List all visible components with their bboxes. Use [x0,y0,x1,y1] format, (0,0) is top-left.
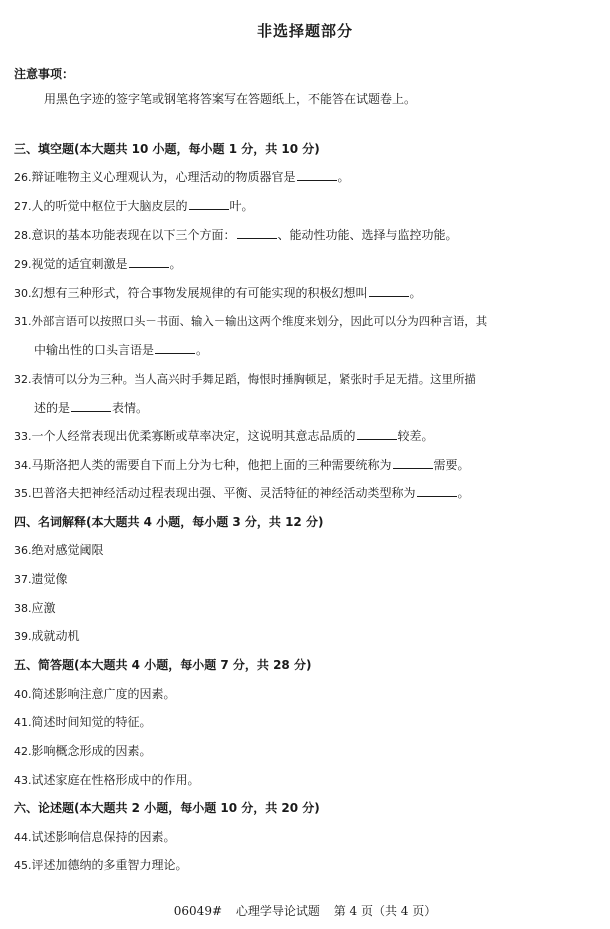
question-number: 32. [14,373,32,386]
question-text: 外部言语可以按照口头－书面、输入－输出这两个维度来划分，因此可以分为四种言语，其 [31,314,488,328]
question-35 [14,485,470,502]
question-28 [14,227,458,244]
question-text: 辩证唯物主义心理观认为，心理活动的物质器官是 [31,170,296,184]
question-31-continued [34,342,208,358]
answer-blank [129,256,169,268]
question-number: 40. [14,688,32,701]
question-30 [14,285,422,302]
question-40 [14,686,176,703]
page-title: 非选择题部分 [256,22,353,40]
question-text: 一个人经常表现出优柔寡断或草率决定，这说明其意志品质的 [31,429,356,443]
question-text-end: 较差。 [397,429,434,443]
answer-blank [71,400,111,412]
question-39 [14,628,80,645]
question-29 [14,256,182,273]
question-number: 28. [14,229,32,242]
question-text: 试述影响信息保持的因素。 [31,830,176,844]
question-36 [14,542,104,559]
question-text: 简述时间知觉的特征。 [31,715,152,729]
question-text: 成就动机 [31,629,80,643]
question-text: 影响概念形成的因素。 [31,744,152,758]
question-41 [14,714,152,731]
question-33 [14,428,434,445]
question-text-end: 。 [409,286,422,300]
question-44 [14,829,176,846]
page-footer [0,902,610,919]
answer-blank [189,198,229,210]
question-26 [14,169,350,186]
question-text: 评述加德纳的多重智力理论。 [31,858,188,872]
question-42 [14,743,152,760]
answer-blank [393,457,433,469]
section-heading-terms: 四、名词解释(本大题共 4 小题，每小题 3 分，共 12 分) [14,515,324,529]
answer-blank [369,285,409,297]
question-27 [14,198,254,215]
question-text-cont: 中输出性的口头言语是 [34,343,155,357]
notice-text: 用黑色字迹的签字笔或钢笔将答案写在答题纸上，不能答在试题卷上。 [44,92,417,106]
question-text-end: 叶。 [229,199,254,213]
question-number: 30. [14,287,32,300]
question-31 [14,313,487,330]
question-text: 试述家庭在性格形成中的作用。 [31,773,200,787]
question-text: 简述影响注意广度的因素。 [31,687,176,701]
question-text: 马斯洛把人类的需要自下而上分为七种，他把上面的三种需要统称为 [31,458,392,472]
question-37 [14,571,68,588]
question-text: 人的听觉中枢位于大脑皮层的 [31,199,188,213]
question-number: 45. [14,859,32,872]
question-number: 43. [14,774,32,787]
question-45 [14,857,188,874]
question-number: 27. [14,200,32,213]
exam-code: 06049# [173,904,223,918]
section-heading-essay: 六、论述题(本大题共 2 小题，每小题 10 分，共 20 分) [14,801,320,815]
question-text: 视觉的适宜刺激是 [31,257,128,271]
question-text: 应激 [31,601,56,615]
question-text-cont: 述的是 [34,401,71,415]
question-32-continued [34,400,148,416]
question-number: 42. [14,745,32,758]
question-text-end: 。 [196,343,209,357]
section-heading-short-answer: 五、简答题(本大题共 4 小题，每小题 7 分，共 28 分) [14,658,312,672]
question-43 [14,772,200,789]
question-text-end: 。 [457,486,470,500]
question-number: 38. [14,602,32,615]
question-number: 36. [14,544,32,557]
question-text-end: 。 [337,170,350,184]
page-number: 第 4 页（共 4 页） [333,904,437,918]
question-number: 29. [14,258,32,271]
answer-blank [155,342,195,354]
question-number: 37. [14,573,32,586]
question-number: 31. [14,315,32,328]
question-text: 巴普洛夫把神经活动过程表现出强、平衡、灵活特征的神经活动类型称为 [31,486,416,500]
question-number: 33. [14,430,32,443]
question-text: 意识的基本功能表现在以下三个方面： [31,228,236,242]
question-34 [14,457,470,474]
question-text-end: 表情。 [112,401,149,415]
question-text-end: 。 [169,257,182,271]
answer-blank [417,485,457,497]
question-number: 44. [14,831,32,844]
answer-blank [357,428,397,440]
question-text: 表情可以分为三种。当人高兴时手舞足蹈，悔恨时捶胸顿足，紧张时手足无措。这里所描 [31,372,476,386]
notice-label: 注意事项： [14,67,75,81]
question-number: 35. [14,487,32,500]
question-number: 26. [14,171,32,184]
question-number: 39. [14,630,32,643]
exam-subject: 心理学导论试题 [235,904,320,918]
question-32 [14,371,476,388]
question-number: 41. [14,716,32,729]
answer-blank [237,227,277,239]
question-text: 幻想有三种形式，符合事物发展规律的有可能实现的积极幻想叫 [31,286,368,300]
answer-blank [297,169,337,181]
question-text-end: 、能动性功能、选择与监控功能。 [277,228,458,242]
question-38 [14,600,56,617]
question-number: 34. [14,459,32,472]
section-heading-fill-in: 三、填空题(本大题共 10 小题，每小题 1 分，共 10 分) [14,142,320,156]
question-text: 绝对感觉阈限 [31,543,104,557]
question-text-end: 需要。 [433,458,470,472]
question-text: 遗觉像 [31,572,68,586]
